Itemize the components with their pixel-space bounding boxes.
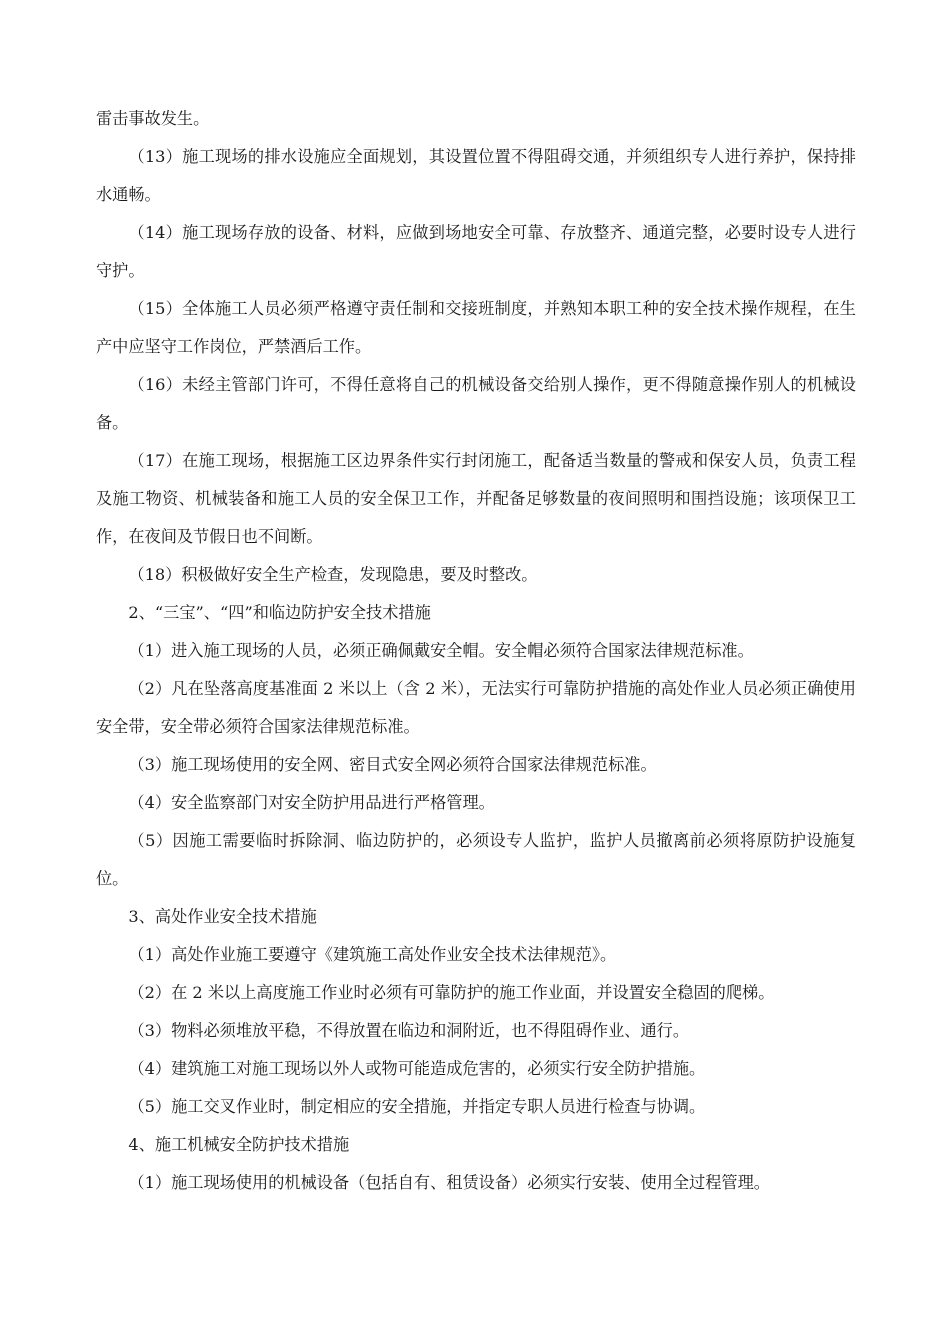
paragraph-item-15: （15）全体施工人员必须严格遵守责任制和交接班制度，并熟知本职工种的安全技术操作规程，在生产中应坚守工作岗位，严禁酒后工作。	[96, 299, 856, 356]
paragraph-s3-item-4: （4）建筑施工对施工现场以外人或物可能造成危害的，必须实行安全防护措施。	[128, 1059, 706, 1078]
section-heading-3: 3、高处作业安全技术措施	[128, 907, 317, 926]
paragraph-s2-item-5: （5）因施工需要临时拆除洞、临边防护的，必须设专人监护，监护人员撤离前必须将原防护设施复位。	[96, 831, 856, 888]
paragraph-s3-item-1: （1）高处作业施工要遵守《建筑施工高处作业安全技术法律规范》。	[128, 945, 617, 964]
paragraph-item-14: （14）施工现场存放的设备、材料，应做到场地安全可靠、存放整齐、通道完整，必要时设专人进行守护。	[96, 223, 856, 280]
paragraph-s2-item-2: （2）凡在坠落高度基准面 2 米以上（含 2 米），无法实行可靠防护措施的高处作业人员必须正确使用安全带，安全带必须符合国家法律规范标准。	[96, 679, 856, 736]
paragraph-s2-item-3: （3）施工现场使用的安全网、密目式安全网必须符合国家法律规范标准。	[128, 755, 657, 774]
paragraph-s3-item-2: （2）在 2 米以上高度施工作业时必须有可靠防护的施工作业面，并设置安全稳固的爬梯。	[128, 983, 775, 1002]
paragraph-item-17: （17）在施工现场，根据施工区边界条件实行封闭施工，配备适当数量的警戒和保安人员，负责工程及施工物资、机械装备和施工人员的安全保卫工作，并配备足够数量的夜间照明和围挡设施；该项保卫工作，在夜间及节假日也不间断。	[96, 451, 856, 546]
document-page	[96, 100, 856, 1202]
paragraph-continuation: 雷击事故发生。	[96, 109, 210, 128]
paragraph-item-18: （18）积极做好安全生产检查，发现隐患，要及时整改。	[128, 565, 538, 584]
section-heading-2: 2、“三宝”、“四”和临边防护安全技术措施	[128, 603, 431, 622]
paragraph-item-13: （13）施工现场的排水设施应全面规划，其设置位置不得阻碍交通，并须组织专人进行养护，保持排水通畅。	[96, 147, 856, 204]
section-heading-4: 4、施工机械安全防护技术措施	[128, 1135, 350, 1154]
paragraph-s2-item-4: （4）安全监察部门对安全防护用品进行严格管理。	[128, 793, 495, 812]
paragraph-s4-item-1: （1）施工现场使用的机械设备（包括自有、租赁设备）必须实行安装、使用全过程管理。	[128, 1173, 770, 1192]
paragraph-item-16: （16）未经主管部门许可，不得任意将自己的机械设备交给别人操作，更不得随意操作别人的机械设备。	[96, 375, 856, 432]
paragraph-s3-item-5: （5）施工交叉作业时，制定相应的安全措施，并指定专职人员进行检查与协调。	[128, 1097, 706, 1116]
paragraph-s3-item-3: （3）物料必须堆放平稳，不得放置在临边和洞附近，也不得阻碍作业、通行。	[128, 1021, 690, 1040]
paragraph-s2-item-1: （1）进入施工现场的人员，必须正确佩戴安全帽。安全帽必须符合国家法律规范标准。	[128, 641, 754, 660]
